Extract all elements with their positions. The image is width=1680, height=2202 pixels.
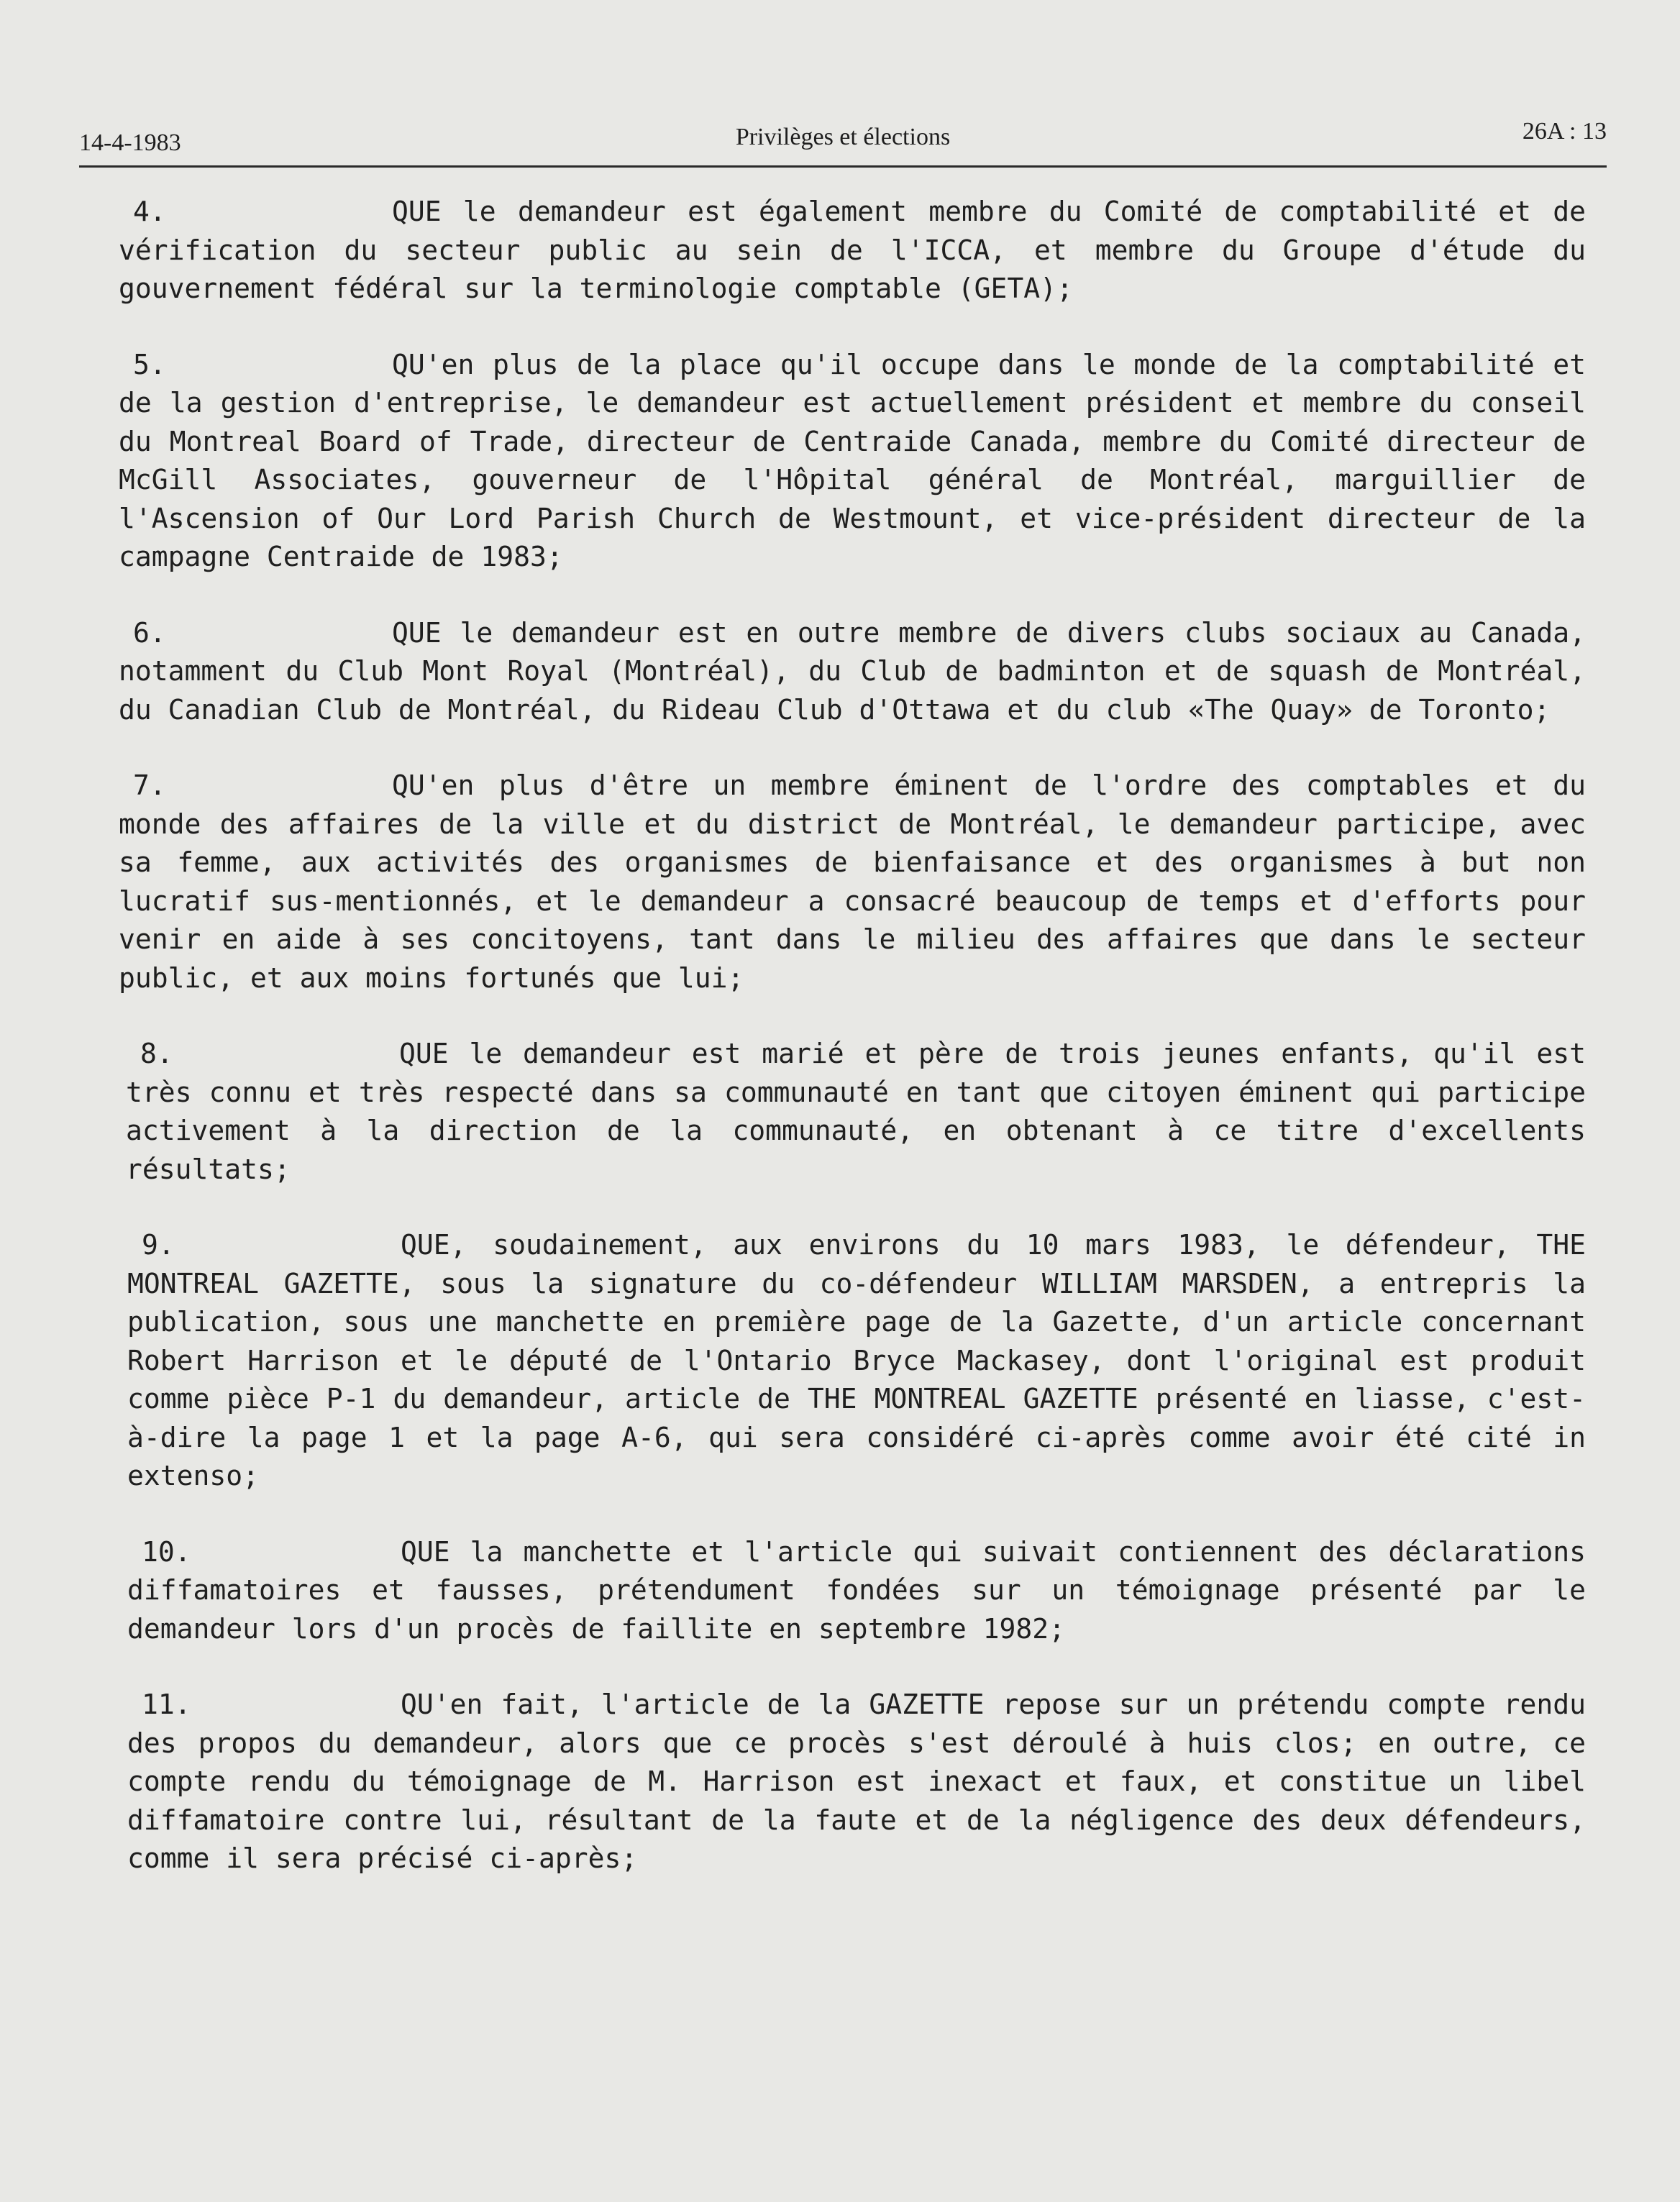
document-body xyxy=(119,193,1586,1916)
paragraph-number: 4. xyxy=(133,196,166,227)
paragraph-number: 8. xyxy=(140,1038,173,1069)
paragraph-9 xyxy=(119,1226,1586,1496)
paragraph-text: QUE le demandeur est marié et père de trois jeunes enfants, qu'il est très connu et très respecté dans sa communauté en tant que citoyen éminent qui participe activement à la direction de la communauté, en obtenant à ce titre d'excellents résultats; xyxy=(126,1038,1586,1185)
paragraph-5 xyxy=(119,346,1586,577)
header-date: 14-4-1983 xyxy=(79,129,181,156)
paragraph-7 xyxy=(119,767,1586,997)
paragraph-number: 5. xyxy=(133,348,166,380)
paragraph-number: 9. xyxy=(142,1229,175,1261)
paragraph-text: QUE le demandeur est également membre du Comité de comptabilité et de vérification du secteur public au sein de l'ICCA, et membre du Groupe d'étude du gouvernement fédéral sur la terminologie comptable (GETA); xyxy=(119,196,1586,304)
paragraph-text: QUE la manchette et l'article qui suivait contiennent des déclarations diffamatoires et fausses, prétendument fondées sur un témoignage présenté par le demandeur lors d'un procès de faillite en septembre 1982; xyxy=(127,1535,1586,1645)
paragraph-text: QU'en fait, l'article de la GAZETTE repose sur un prétendu compte rendu des propos du demandeur, alors que ce procès s'est déroulé à huis clos; en outre, ce compte rendu du témoignage de M. Harrison est inexact et faux, et constitue un libel diffamatoire contre lui, résultant de la faute et de la négligence des deux défendeurs, comme il sera précisé ci-après; xyxy=(127,1689,1586,1874)
paragraph-6 xyxy=(119,614,1586,730)
paragraph-number: 7. xyxy=(133,769,166,801)
header-page-number: 26A : 13 xyxy=(1522,118,1607,145)
paragraph-number: 6. xyxy=(133,616,166,649)
page-header xyxy=(79,115,1607,168)
paragraph-number: 11. xyxy=(142,1689,191,1720)
paragraph-number: 10. xyxy=(142,1535,191,1568)
paragraph-text: QUE le demandeur est en outre membre de divers clubs sociaux au Canada, notamment du Club Mont Royal (Montréal), du Club de badminton et de squash de Montréal, du Canadian Club de Montréal, du Rideau Club d'Ottawa et du club «The Quay» de Toronto; xyxy=(119,616,1586,726)
paragraph-text: QU'en plus d'être un membre éminent de l'ordre des comptables et du monde des affaires de la ville et du district de Montréal, le demandeur participe, avec sa femme, aux activités des organismes de bienfaisance et des organismes à but non lucratif sus-mentionnés, et le demandeur a consacré beaucoup de temps et d'efforts pour venir en aide à ses concitoyens, tant dans le milieu des affaires que dans le secteur public, et aux moins fortunés que lui; xyxy=(119,769,1586,994)
paragraph-8 xyxy=(119,1035,1586,1189)
paragraph-text: QUE, soudainement, aux environs du 10 mars 1983, le défendeur, THE MONTREAL GAZETTE, sous la signature du co-défendeur WILLIAM MARSDEN, a entrepris la publication, sous une manchette en première page de la Gazette, d'un article concernant Robert Harrison et le député de l'Ontario Bryce Mackasey, dont l'original est produit comme pièce P-1 du demandeur, article de THE MONTREAL GAZETTE présenté en liasse, c'est-à-dire la page 1 et la page A-6, qui sera considéré ci-après comme avoir été cité in extenso; xyxy=(127,1229,1586,1491)
paragraph-4 xyxy=(119,193,1586,309)
paragraph-11 xyxy=(119,1686,1586,1878)
header-title: Privilèges et élections xyxy=(735,124,951,150)
paragraph-10 xyxy=(119,1533,1586,1649)
paragraph-text: QU'en plus de la place qu'il occupe dans le monde de la comptabilité et de la gestion d'entreprise, le demandeur est actuellement président et membre du conseil du Montreal Board of Trade, directeur de Centraide Canada, membre du Comité directeur de McGill Associates, gouverneur de l'Hôpital général de Montréal, marguillier de l'Ascension of Our Lord Parish Church de Westmount, et vice-président directeur de la campagne Centraide de 1983; xyxy=(119,348,1586,572)
